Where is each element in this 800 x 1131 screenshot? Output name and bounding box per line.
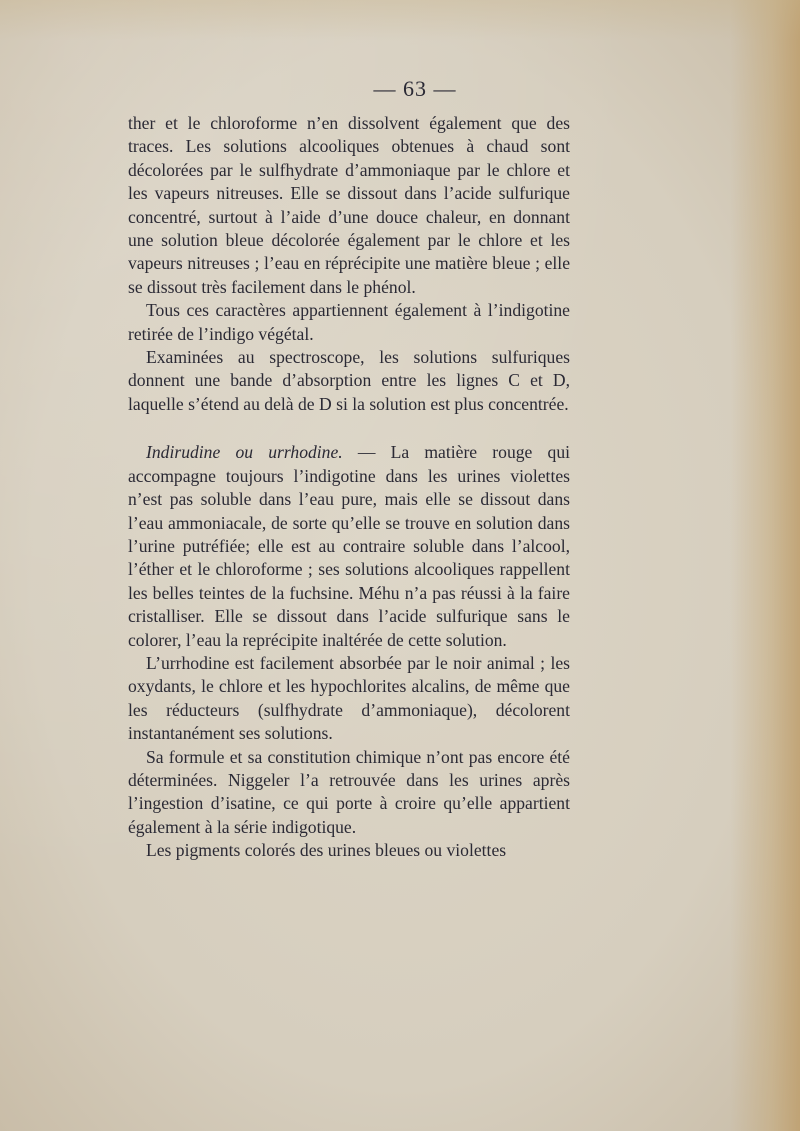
- paragraph-7: Les pigments colorés des urines bleues ou violettes: [146, 840, 507, 861]
- paragraph-3: Examinées au spectroscope, les solutions sulfuriques donnent une bande d’absorption entre les lignes C et D, laquelle s’étend au delà de D si la solution est plus concentrée.: [128, 347, 570, 414]
- paragraph-4: [128, 441, 570, 652]
- page-edge-shadow: [730, 0, 800, 1131]
- page-number: — 63 —: [373, 76, 457, 101]
- body-text: [128, 112, 570, 863]
- paragraph-4-text: — La matière rouge qui accompagne toujours l’indigotine dans les urines violettes n’est pas soluble dans l’eau pure, mais elle se dissout dans l’eau ammoniacale, de sorte qu’elle se trouve en solution dans l’urine putréfiée; elle est au contraire soluble dans l’alcool, l’éther et le chloroforme ; ses solutions alcooliques rappellent les belles teintes de la fuchsine. Méhu n’a pas réussi à la faire cristalliser. Elle se dissout dans l’acide sulfurique sans le colorer, l’eau la reprécipite inaltérée de cette solution.: [128, 442, 571, 650]
- paragraph-6: Sa formule et sa constitution chimique n’ont pas encore été déterminées. Niggeler l’a retrouvée dans les urines après l’ingestion d’isatine, ce qui porte à croire qu’elle appartient également à la série indigotique.: [128, 746, 570, 837]
- paragraph-1: ther et le chloroforme n’en dissolvent également que des traces. Les solutions alcooliques obtenues à chaud sont décolorées par le sulfhydrate d’ammoniaque par le chlore et les vapeurs nitreuses. Elle se dissout dans l’acide sulfurique concentré, surtout à l’aide d’une douce chaleur, en donnant une solution bleue décolorée également par le chlore et les vapeurs nitreuses ; l’eau en réprécipite une matière bleue ; elle se dissout très facilement dans le phénol.: [128, 113, 570, 297]
- paragraph-2: Tous ces caractères appartiennent également à l’indigotine retirée de l’indigo végétal.: [128, 300, 570, 344]
- paragraph-5: L’urrhodine est facilement absorbée par le noir animal ; les oxydants, le chlore et les hypochlorites alcalins, de même que les réducteurs (sulfhydrate d’ammoniaque), décolorent instantanément ses solutions.: [128, 652, 570, 744]
- page-top-shadow: [0, 0, 800, 40]
- section-heading: Indirudine ou urrhodine.: [146, 442, 343, 463]
